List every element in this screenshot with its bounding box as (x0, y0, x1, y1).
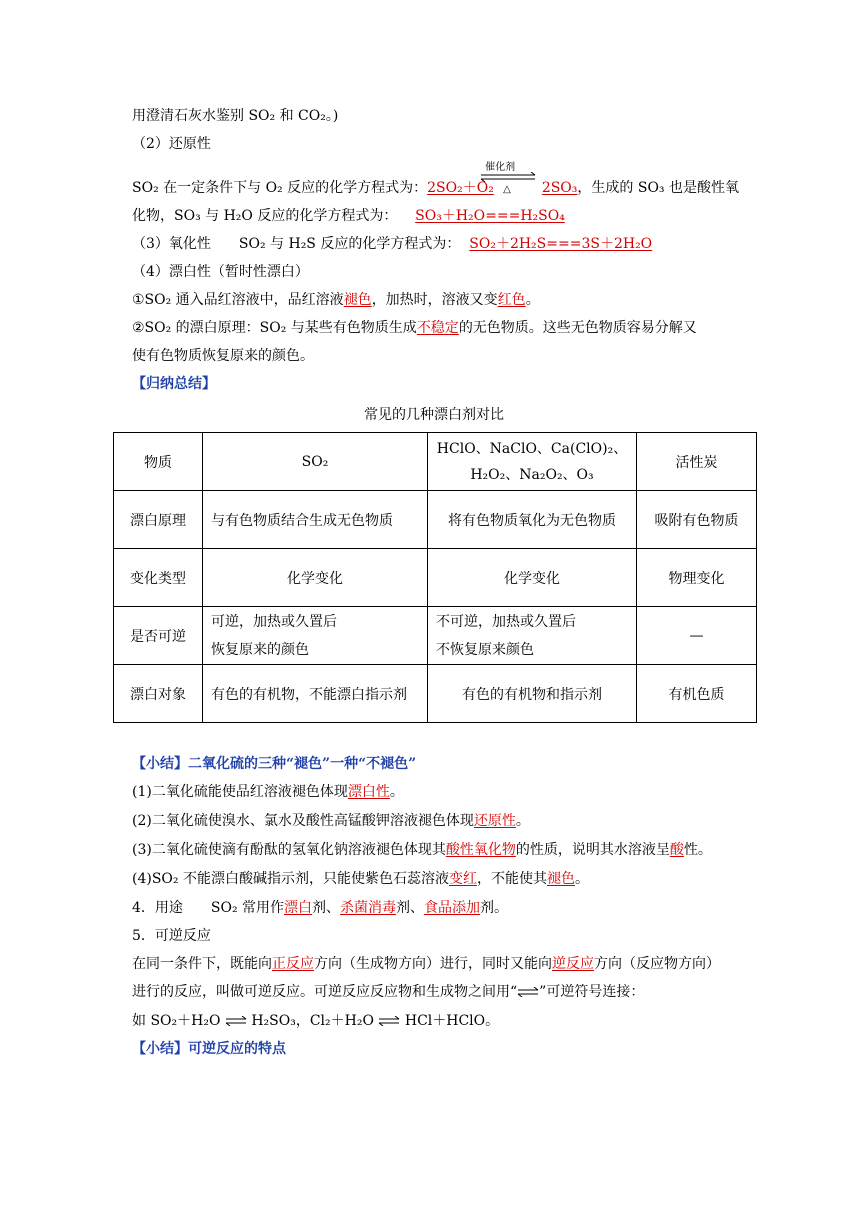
text-line: ②SO₂ 的漂白原理：SO₂ 与某些有色物质生成不稳定的无色物质。这些无色物质容易分解又 (132, 320, 697, 336)
text-line: 使有色物质恢复原来的颜色。 (132, 348, 314, 364)
catalyst-label: 催化剂 (485, 162, 516, 173)
table-row: 是否可逆 可逆，加热或久置后 恢复原来的颜色 不可逆，加热或久置后 不恢复原来颜色 — (114, 607, 757, 665)
text-line: 如 SO₂＋H₂O H₂SO₃，Cl₂＋H₂O HCl＋HClO。 (132, 1013, 500, 1029)
equation-answer: 2SO₂＋O₂ 2SO₃ 催化剂 △ (427, 178, 577, 198)
table-row: 漂白对象 有色的有机物，不能漂白指示剂 有色的有机物和指示剂 有机色质 (114, 665, 757, 723)
list-item: (3)二氧化硫使滴有酚酞的氢氧化钠溶液褪色体现其酸性氧化物的性质，说明其水溶液呈酸性。 (132, 842, 712, 858)
reversible-arrow-icon (517, 987, 539, 997)
text-line: 4．用途 SO₂ 常用作漂白剂、杀菌消毒剂、食品添加剂。 (132, 900, 509, 916)
heat-symbol: △ (503, 184, 511, 195)
equation-answer: SO₃＋H₂O===H₂SO₄ (415, 208, 565, 224)
section-heading: 5．可逆反应 (132, 928, 211, 944)
reversible-arrow-icon (378, 1016, 400, 1026)
text-line: 在同一条件下，既能向正反应方向（生成物方向）进行，同时又能向逆反应方向（反应物方向） (132, 956, 720, 972)
summary-heading: 【小结】可逆反应的特点 (132, 1041, 286, 1057)
reversible-arrow-icon (225, 1016, 247, 1026)
list-item: (2)二氧化硫使溴水、氯水及酸性高锰酸钾溶液褪色体现还原性。 (132, 813, 530, 829)
text-line: 进行的反应，叫做可逆反应。可逆反应反应物和生成物之间用“ ”可逆符号连接： (132, 984, 645, 1000)
text-line: ①SO₂ 通入品红溶液中，品红溶液褪色，加热时，溶液又变红色。 (132, 292, 540, 308)
list-item: (4)SO₂ 不能漂白酸碱指示剂，只能使紫色石蕊溶液变红，不能使其褪色。 (132, 871, 589, 887)
equation-line: （3）氧化性 SO₂ 与 H₂S 反应的化学方程式为： SO₂＋2H₂S===3S＋2H₂O (132, 236, 653, 252)
section-heading: （2）还原性 (132, 136, 211, 152)
text-line: 用澄清石灰水鉴别 SO₂ 和 CO₂。) (132, 108, 339, 124)
table-row: 漂白原理 与有色物质结合生成无色物质 将有色物质氧化为无色物质 吸附有色物质 (114, 491, 757, 549)
section-heading: （4）漂白性（暂时性漂白） (132, 264, 309, 280)
equation-line: SO₂ 在一定条件下与 O₂ 反应的化学方程式为：2SO₂＋O₂ 2SO₃ 催化剂 △ ，生成的 SO₃ 也是酸性氧 (132, 178, 739, 198)
bleach-comparison-table (113, 432, 757, 723)
table-row: 变化类型 化学变化 化学变化 物理变化 (114, 549, 757, 607)
summary-heading: 【归纳总结】 (132, 376, 216, 392)
equation-answer: SO₂＋2H₂S===3S＋2H₂O (469, 236, 653, 252)
table-header-row: 物质 SO₂ HClO、NaClO、Ca(ClO)₂、 H₂O₂、Na₂O₂、O₃ 活性炭 (114, 433, 757, 491)
list-item: (1)二氧化硫能使品红溶液褪色体现漂白性。 (132, 784, 404, 800)
equation-line: 化物，SO₃ 与 H₂O 反应的化学方程式为： SO₃＋H₂O===H₂SO₄ (132, 208, 565, 224)
table-title: 常见的几种漂白剂对比 (364, 407, 504, 423)
summary-heading: 【小结】二氧化硫的三种“褪色”一种“不褪色” (132, 756, 417, 772)
